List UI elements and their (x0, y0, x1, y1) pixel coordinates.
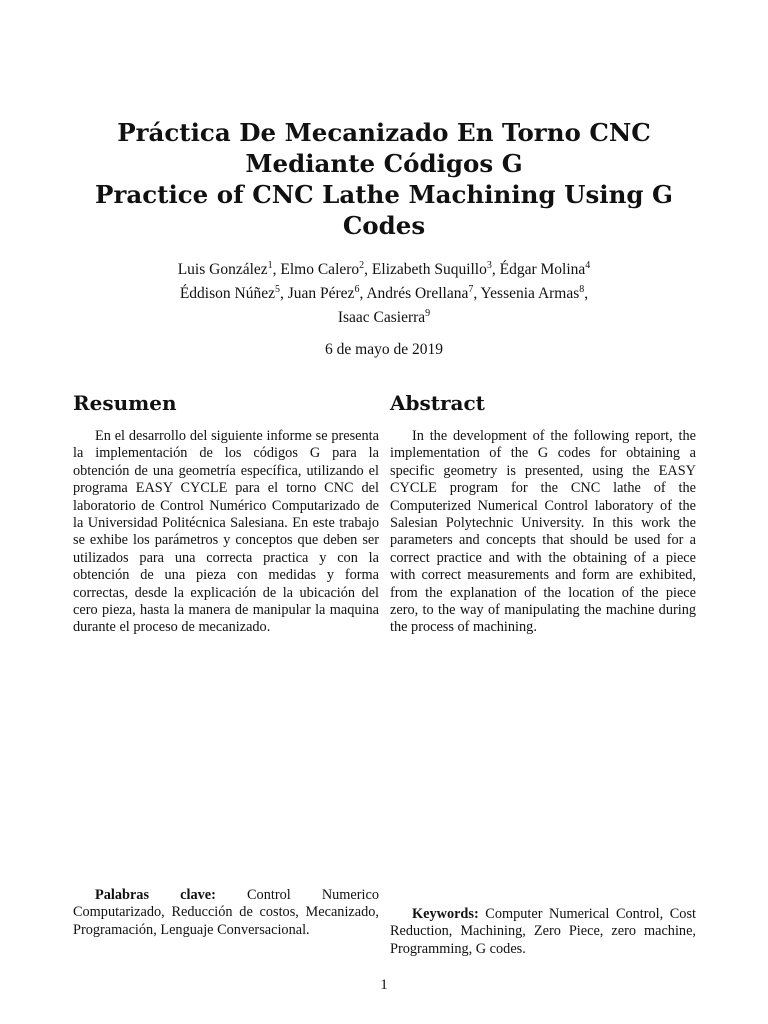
author-name: Isaac Casierra (337, 309, 426, 326)
author-affiliation: 9 (425, 308, 431, 319)
abstract-heading: Abstract (390, 391, 485, 415)
abstract-text: In the development of the following report, the implementation of the G codes for obtaining a specific geometry is presented, using the EASY CYCLE program for the CNC lathe of the Computerized Numerical Control laboratory of the Salesian Polytechnic University. In this work the parameters and concepts that should be used for a correct practice and with the obtaining of a piece with correct measurements and form are exhibited, from the explanation of the location of the piece zero, to the way of manipulating the machine during the process of machining. (390, 428, 696, 636)
author-affiliation: 8 (579, 284, 585, 295)
author-affiliation: 1 (267, 260, 273, 271)
author-name: Yessenia Armas (480, 285, 580, 302)
author-list (80, 258, 688, 330)
author-name: Elizabeth Suquillo (371, 261, 487, 278)
resumen-heading: Resumen (73, 391, 177, 415)
author-name: Juan Pérez (287, 285, 355, 302)
author-line: Luis González$^1$, Elmo Calero$^2$, Elizabeth Suquillo$^3$, Édgar Molina$^4$ (177, 260, 591, 278)
author-name: Luis González (177, 261, 268, 278)
author-affiliation: 7 (468, 284, 474, 295)
keywords-list: Computer Numerical Control, Cost Reduction, Machining, Zero Piece, zero machine, Programming, G codes. (390, 906, 696, 957)
palabras-clave-list: Control Numerico Computarizado, Reducción de costos, Mecanizado, Programación, Lenguaje Conversacional. (73, 887, 380, 938)
author-affiliation: 3 (486, 260, 492, 271)
author-line: Éddison Núñez$^5$, Juan Pérez$^6$, Andrés Orellana$^7$, Yessenia Armas$^8$, (179, 284, 589, 302)
title-line: Mediante Códigos G (245, 149, 523, 178)
palabras-clave (73, 887, 379, 939)
paper-title (80, 117, 688, 241)
publication-date: 6 de mayo de 2019 (325, 341, 443, 358)
author-affiliation: 6 (354, 284, 360, 295)
title-line: Codes (342, 211, 426, 240)
author-name: Andrés Orellana (366, 285, 469, 302)
author-affiliation: 4 (585, 260, 591, 271)
keywords (390, 906, 696, 958)
author-affiliation: 5 (274, 284, 280, 295)
title-line: Práctica De Mecanizado En Torno CNC (117, 118, 651, 147)
author-line (80, 306, 688, 330)
author-name: Elmo Calero (280, 261, 360, 278)
palabras-clave-label: Palabras clave: (95, 887, 216, 903)
author-affiliation: 2 (359, 260, 365, 271)
keywords-label: Keywords: (412, 906, 479, 922)
title-line: Practice of CNC Lathe Machining Using G (95, 180, 673, 209)
author-name: Éddison Núñez (179, 285, 275, 302)
page-number: 1 (380, 977, 388, 993)
resumen-text: En el desarrollo del siguiente informe se presenta la implementación de los códigos G para la obtención de una geometría específica, utilizando el programa EASY CYCLE para el torno CNC del laboratorio de Control Numérico Computarizado de la Universidad Politécnica Salesiana. En este trabajo se exhibe los parámetros y conceptos que deben ser utilizados para una correcta practica y con la obtención de una pieza con medidas y forma correctas, desde la explicación de la ubicación del cero pieza, hasta la manera de manipular la maquina durante el proceso de mecanizado. (73, 428, 379, 636)
author-name: Édgar Molina (499, 261, 586, 278)
